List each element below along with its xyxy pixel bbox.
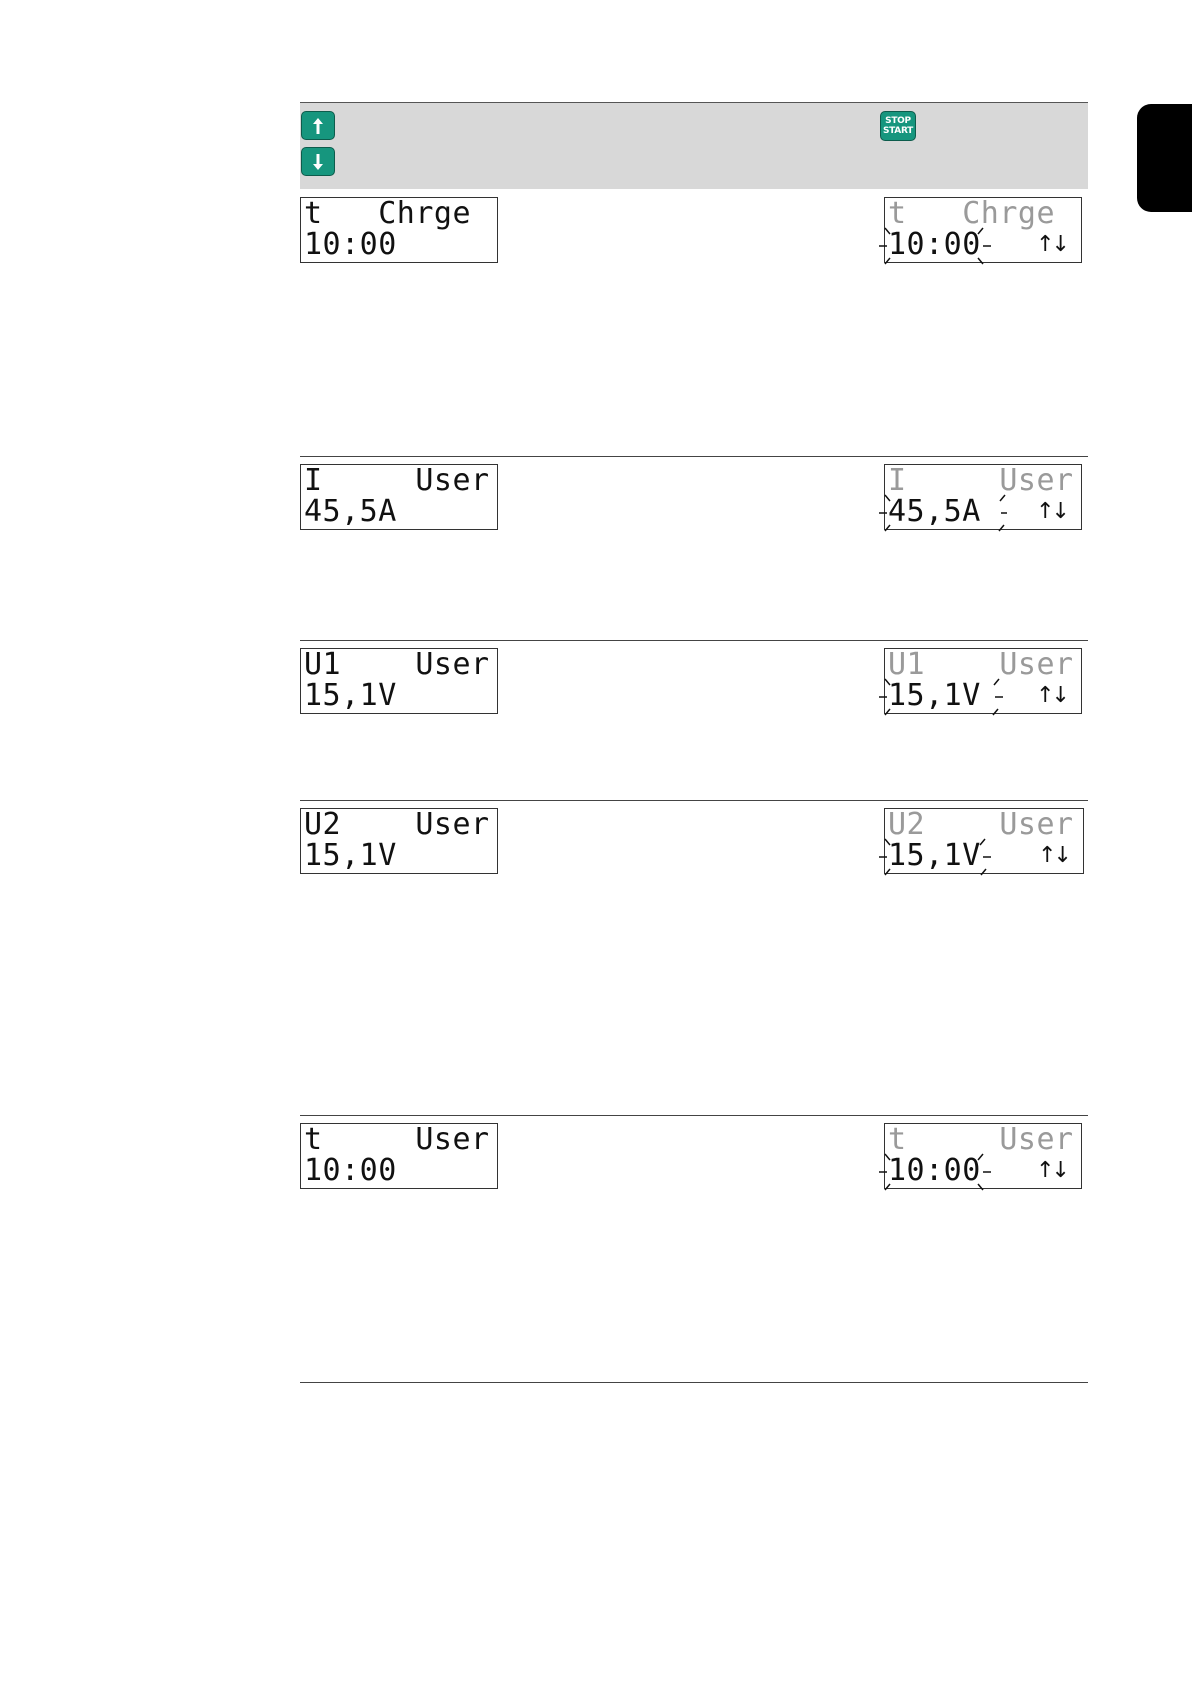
lcd-display-charge-time	[300, 197, 498, 263]
up-down-arrows-icon: ↑↓	[1038, 843, 1069, 868]
lcd-display-charge-time-editing	[884, 197, 1082, 263]
lcd-display-user-voltage-u1	[300, 648, 498, 714]
down-key-button[interactable]	[301, 147, 335, 176]
arrow-up-icon	[313, 118, 323, 134]
up-down-arrows-icon: ↑↓	[1036, 232, 1067, 257]
lcd-label: U1 User	[888, 647, 1074, 682]
section-divider	[300, 800, 1088, 801]
section-divider	[300, 640, 1088, 641]
lcd-label: U1 User	[304, 647, 490, 682]
lcd-value: 10:00	[304, 1153, 397, 1188]
lcd-display-user-time-editing	[884, 1123, 1082, 1189]
up-down-arrows-icon: ↑↓	[1036, 1158, 1067, 1183]
lcd-label: U2 User	[888, 807, 1074, 842]
lcd-label: I User	[888, 463, 1074, 498]
lcd-value: 45,5A	[304, 494, 397, 529]
lcd-display-user-voltage-u2-editing	[884, 808, 1084, 874]
lcd-value-blinking: 15,1V	[888, 838, 981, 873]
lcd-label: t User	[888, 1122, 1074, 1157]
up-down-arrows-icon: ↑↓	[1036, 499, 1067, 524]
lcd-display-user-voltage-u1-editing	[884, 648, 1082, 714]
stop-start-key-button[interactable]	[880, 111, 916, 141]
lcd-value-blinking: 10:00	[888, 1153, 981, 1188]
lcd-display-user-current	[300, 464, 498, 530]
lcd-display-user-time	[300, 1123, 498, 1189]
lcd-label: t User	[304, 1122, 490, 1157]
lcd-label: t Chrge	[304, 196, 472, 231]
lcd-label: U2 User	[304, 807, 490, 842]
instruction-header-bar	[300, 102, 1088, 189]
lcd-label: t Chrge	[888, 196, 1056, 231]
arrow-down-icon	[313, 154, 323, 170]
lcd-value: 15,1V	[304, 678, 397, 713]
start-label: START	[882, 126, 914, 136]
lcd-value-blinking: 45,5A	[888, 494, 981, 529]
up-key-button[interactable]	[301, 111, 335, 140]
section-divider	[300, 1115, 1088, 1116]
chapter-side-tab	[1137, 104, 1192, 212]
lcd-value: 10:00	[304, 227, 397, 262]
lcd-value-blinking: 10:00	[888, 227, 981, 262]
section-divider	[300, 1382, 1088, 1383]
lcd-label: I User	[304, 463, 490, 498]
up-down-arrows-icon: ↑↓	[1036, 683, 1067, 708]
lcd-value-blinking: 15,1V	[888, 678, 981, 713]
stop-label: STOP	[885, 116, 911, 126]
lcd-display-user-voltage-u2	[300, 808, 498, 874]
lcd-value: 15,1V	[304, 838, 397, 873]
section-divider	[300, 456, 1088, 457]
lcd-display-user-current-editing	[884, 464, 1082, 530]
